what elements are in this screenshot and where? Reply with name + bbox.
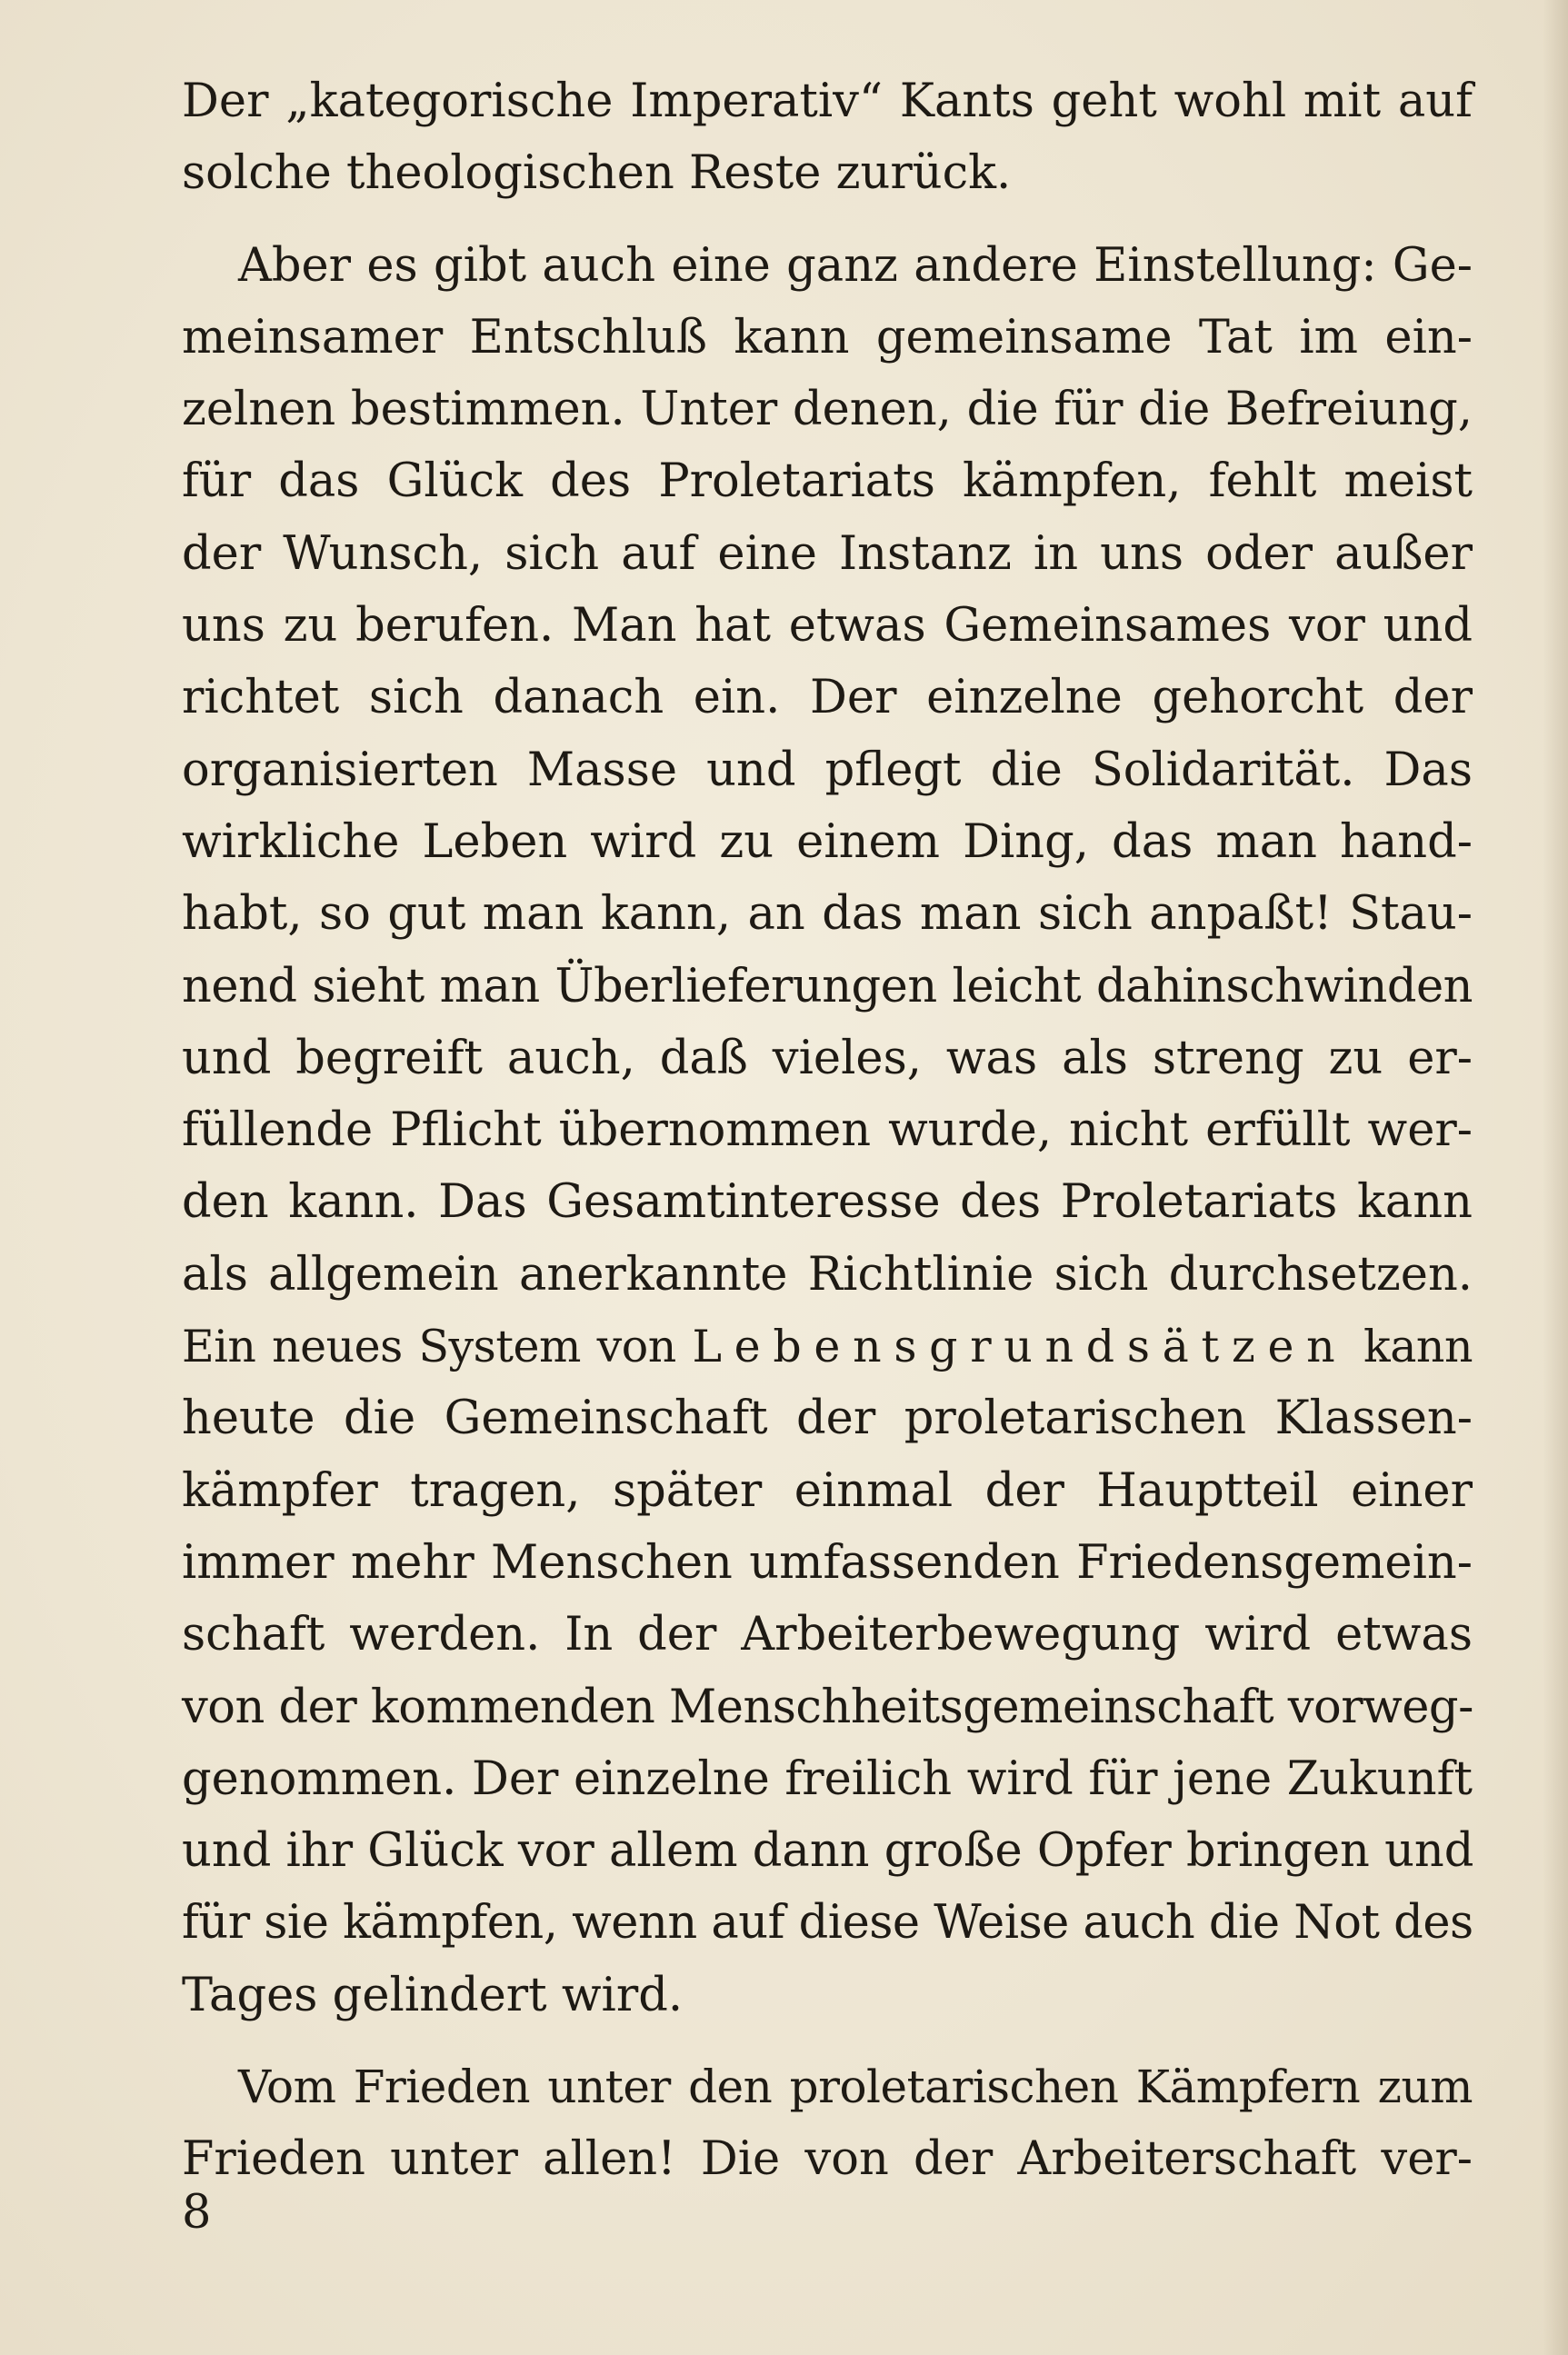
text-line: füllende Pflicht übernommen wurde, nicht erfüllt wer- — [182, 1103, 1473, 1158]
text-line: Vom Frieden unter den proletarischen Kämpfern zum — [238, 2061, 1473, 2114]
text-line: für das Glück des Proletariats kämpfen, fehlt meist — [182, 454, 1473, 509]
text-span: kann — [1347, 1321, 1473, 1373]
text-line: heute die Gemeinschaft der proletarischen Klassen- — [182, 1392, 1473, 1446]
text-line: und ihr Glück vor allem dann große Opfer bringen und — [182, 1824, 1474, 1879]
text-line: als allgemein anerkannte Richtlinie sich durchsetzen. — [182, 1247, 1473, 1302]
text-line: habt, so gut man kann, an das man sich anpaßt! Stau- — [182, 887, 1473, 942]
text-line: richtet sich danach ein. Der einzelne gehorcht der — [182, 671, 1473, 725]
text-line: uns zu berufen. Man hat etwas Gemeinsames vor und — [182, 599, 1473, 654]
text-line: Tages gelindert wird. — [182, 1968, 684, 2022]
text-line: Frieden unter allen! Die von der Arbeiterschaft ver- — [182, 2132, 1473, 2187]
text-line: meinsamer Entschluß kann gemeinsame Tat im ein- — [182, 310, 1473, 364]
paragraph-2 — [182, 230, 1473, 2031]
text-line: den kann. Das Gesamtinteresse des Proletariats kann — [182, 1175, 1473, 1230]
paragraph-3 — [182, 2051, 1473, 2196]
page-number: 8 — [182, 2186, 212, 2240]
emphasized-word: Lebensgrundsätzen — [692, 1321, 1348, 1373]
text-line: Aber es gibt auch eine ganz andere Einstellung: Ge- — [238, 238, 1473, 293]
paragraph-1 — [182, 65, 1473, 210]
text-line: Der „kategorische Imperativ“ Kants geht wohl mit auf — [182, 75, 1473, 128]
text-line: nend sieht man Überlieferungen leicht dahinschwinden — [182, 959, 1473, 1013]
text-line: immer mehr Menschen umfassenden Friedensgemein- — [182, 1535, 1473, 1590]
text-line: und begreift auch, daß vieles, was als streng zu er- — [182, 1031, 1473, 1085]
text-line: genommen. Der einzelne freilich wird für jene Zukunft — [182, 1751, 1473, 1806]
text-line: zelnen bestimmen. Unter denen, die für die Befreiung, — [182, 383, 1473, 437]
text-line: organisierten Masse und pflegt die Solidarität. Das — [182, 743, 1473, 797]
text-line: solche theologischen Reste zurück. — [182, 146, 1012, 201]
text-line: für sie kämpfen, wenn auf diese Weise auch die Not des — [182, 1896, 1473, 1951]
text-line: wirkliche Leben wird zu einem Ding, das man hand- — [182, 814, 1473, 869]
text-line: schaft werden. In der Arbeiterbewegung wird etwas — [182, 1608, 1473, 1662]
text-line: von der kommenden Menschheitsgemeinschaft vorweg- — [182, 1680, 1473, 1734]
text-line-spaced — [182, 1311, 1473, 1382]
text-line: kämpfer tragen, später einmal der Hauptteil einer — [182, 1463, 1473, 1518]
text-span: Ein neues System von — [182, 1321, 693, 1373]
page-edge-shadow — [1543, 0, 1568, 2355]
body-text — [182, 65, 1473, 2196]
text-line: der Wunsch, sich auf eine Instanz in uns oder außer — [182, 526, 1473, 581]
